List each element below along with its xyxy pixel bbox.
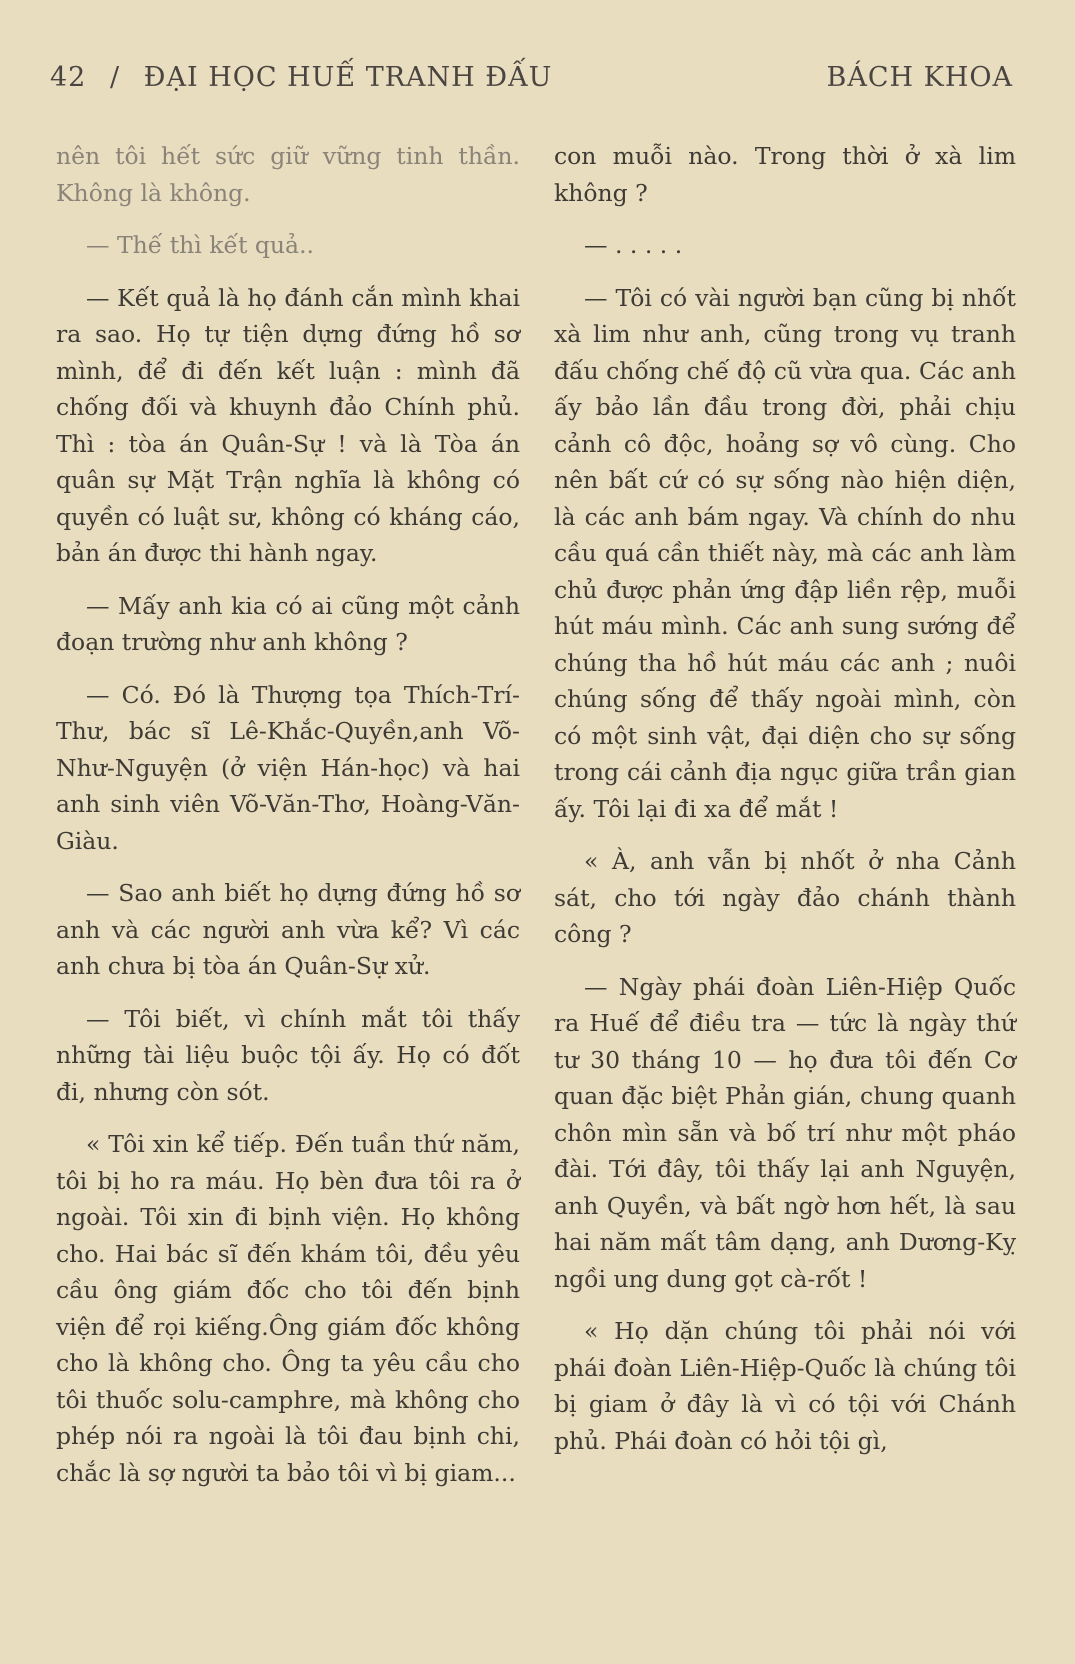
paragraph: — . . . . . [584, 231, 683, 259]
paragraph: — Sao anh biết họ dựng đứng hồ sơ anh và các người anh vừa kể? Vì các anh chưa bị tòa án Quân-Sự xử. [56, 879, 520, 980]
magazine-name: BÁCH KHOA [826, 62, 1013, 93]
paragraph: — Ngày phái đoàn Liên-Hiệp Quốc ra Huế để điều tra — tức là ngày thứ tư 30 tháng 10 — họ đưa tôi đến Cơ quan đặc biệt Phản gián, chung quanh chôn mìn sẵn và bố trí như một pháo đài. Tới đây, tôi thấy lại anh Nguyện, anh Quyền, và bất ngờ hơn hết, là sau hai năm mất tâm dạng, anh Dương-Kỵ ngồi ung dung gọt cà-rốt ! [554, 972, 1016, 1293]
header-left [50, 62, 566, 93]
paragraph: — Tôi có vài người bạn cũng bị nhốt xà lim như anh, cũng trong vụ tranh đấu chống chế độ cũ vừa qua. Các anh ấy bảo lần đầu trong đời, phải chịu cảnh cô độc, hoảng sợ vô cùng. Cho nên bất cứ có sự sống nào hiện diện, là các anh bám ngay. Và chính do nhu cầu quá cần thiết này, mà các anh làm chủ được phản ứng đập liền rệp, muỗi hút máu mình. Các anh sung sướng để chúng tha hồ hút máu các anh ; nuôi chúng sống để thấy ngoài mình, còn có một sinh vật, đại diện cho sự sống trong cái cảnh địa ngục giữa trần gian ấy. Tôi lại đi xa để mắt ! [554, 283, 1016, 823]
section-title: ĐẠI HỌC HUẾ TRANH ĐẤU [143, 62, 553, 93]
paragraph: — Kết quả là họ đánh cắn mình khai ra sao. Họ tự tiện dựng đứng hồ sơ mình, để đi đến kết luận : mình đã chống đối và khuynh đảo Chính phủ. Thì : tòa án Quân-Sự ! và là Tòa án quân sự Mặt Trận nghĩa là không có quyền có luật sư, không có kháng cáo, bản án được thi hành ngay. [56, 283, 520, 567]
paragraph: — Thế thì kết quả.. [86, 231, 315, 259]
paragraph: « Tôi xin kể tiếp. Đến tuần thứ năm, tôi bị ho ra máu. Họ bèn đưa tôi ra ở ngoài. Tôi xin đi bịnh viện. Họ không cho. Hai bác sĩ đến khám tôi, đều yêu cầu ông giám đốc cho tôi đến bịnh viện để rọi kiếng.Ông giám đốc không cho là không cho. Ông ta yêu cầu cho tôi thuốc solu-camphre, mà không cho phép nói ra ngoài là tôi đau bịnh chi, chắc là sợ người ta bảo tôi vì bị giam... [56, 1130, 520, 1487]
paragraph: — Mấy anh kia có ai cũng một cảnh đoạn trường như anh không ? [56, 591, 520, 656]
page-header [50, 62, 1013, 93]
header-separator: / [109, 62, 121, 93]
paragraph: « À, anh vẫn bị nhốt ở nha Cảnh sát, cho tới ngày đảo chánh thành công ? [554, 847, 1016, 948]
right-column [554, 138, 1016, 1475]
paragraph: — Có. Đó là Thượng tọa Thích-Trí-Thư, bác sĩ Lê-Khắc-Quyền,anh Võ-Như-Nguyện (ở viện Hán-học) và hai anh sinh viên Võ-Văn-Thơ, Hoàng-Văn-Giàu. [56, 680, 520, 855]
paragraph: con muỗi nào. Trong thời ở xà lim không ? [554, 142, 1016, 207]
paragraph: « Họ dặn chúng tôi phải nói với phái đoàn Liên-Hiệp-Quốc là chúng tôi bị giam ở đây là vì có tội với Chánh phủ. Phái đoàn có hỏi tội gì, [554, 1317, 1016, 1455]
paragraph: nên tôi hết sức giữ vững tinh thần. Không là không. [56, 142, 520, 207]
page-number: 42 [50, 62, 87, 93]
paragraph: — Tôi biết, vì chính mắt tôi thấy những tài liệu buộc tội ấy. Họ có đốt đi, nhưng còn sót. [56, 1004, 520, 1106]
left-column [56, 138, 520, 1507]
